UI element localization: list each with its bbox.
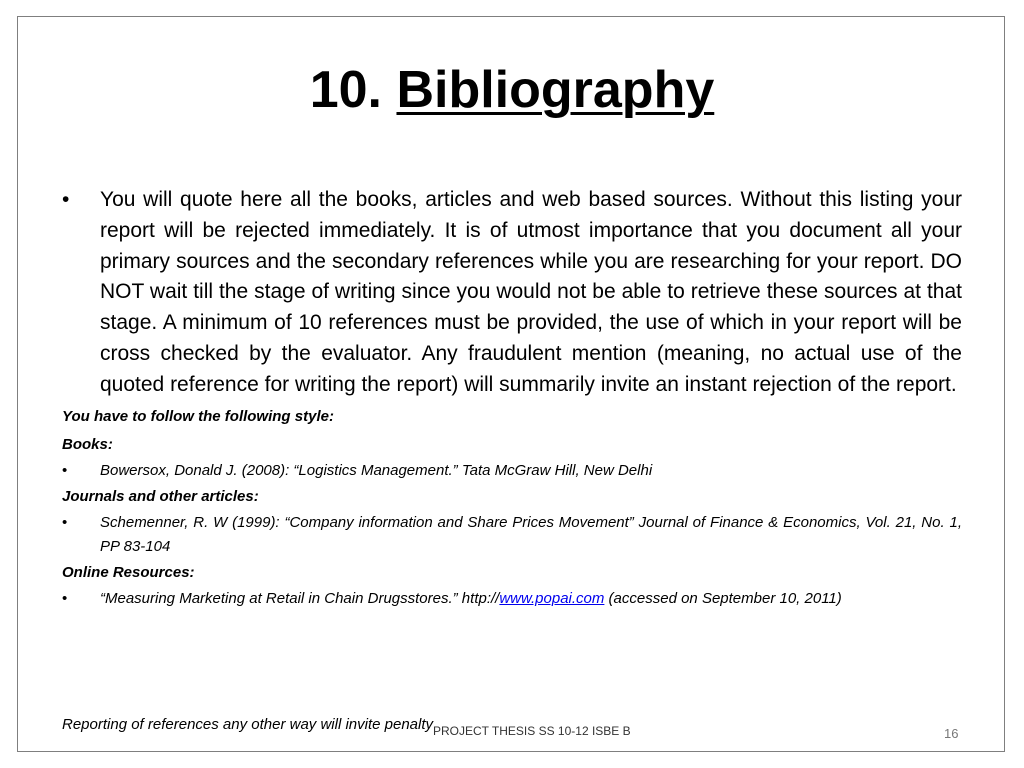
title-heading: Bibliography: [396, 61, 715, 119]
online-entry-text: [100, 587, 962, 611]
bullet-icon: •: [62, 188, 70, 211]
main-bullet-item: [62, 185, 962, 401]
closing-text: Reporting of references any other way will invite penalty: [62, 716, 434, 733]
bullet-icon: •: [62, 589, 68, 607]
slide-body: [62, 185, 962, 611]
journals-heading: Journals and other articles:: [62, 487, 259, 505]
online-entry-after: (accessed on September 10, 2011): [604, 589, 842, 607]
journals-entry-text: Schemenner, R. W (1999): “Company information and Share Prices Movement” Journal of Finance & Economics, Vol. 21, No. 1, PP 83-104: [100, 513, 962, 555]
online-entry-before: “Measuring Marketing at Retail in Chain Drugsstores.” http://: [100, 589, 500, 607]
journals-entry: [62, 511, 962, 559]
online-entry: [62, 587, 962, 611]
style-intro: You have to follow the following style:: [62, 407, 334, 425]
books-entry-text: Bowersox, Donald J. (2008): “Logistics Management.” Tata McGraw Hill, New Delhi: [100, 461, 653, 479]
popai-link[interactable]: www.popai.com: [499, 589, 605, 607]
title-number: 10.: [309, 61, 383, 119]
bullet-icon: •: [62, 513, 68, 531]
books-heading: Books:: [62, 435, 113, 453]
main-bullet-text: You will quote here all the books, articles and web based sources. Without this listing your report will be rejected immediately. It is of utmost importance that you document all your primary sources and the secondary references while you are researching for your report. DO NOT wait till the stage of writing since you would not be able to retrieve these sources at that stage. A minimum of 10 references must be provided, the use of which in your report will be cross checked by the evaluator. Any fraudulent mention (meaning, no actual use of the quoted reference for writing the report) will summarily invite an instant rejection of the report.: [100, 188, 962, 396]
bullet-icon: •: [62, 461, 68, 479]
footer-text: PROJECT THESIS SS 10-12 ISBE B: [433, 724, 631, 738]
slide-title: [0, 61, 1024, 119]
online-heading: Online Resources:: [62, 563, 195, 581]
page-number: 16: [944, 726, 959, 741]
books-entry: [62, 459, 962, 483]
